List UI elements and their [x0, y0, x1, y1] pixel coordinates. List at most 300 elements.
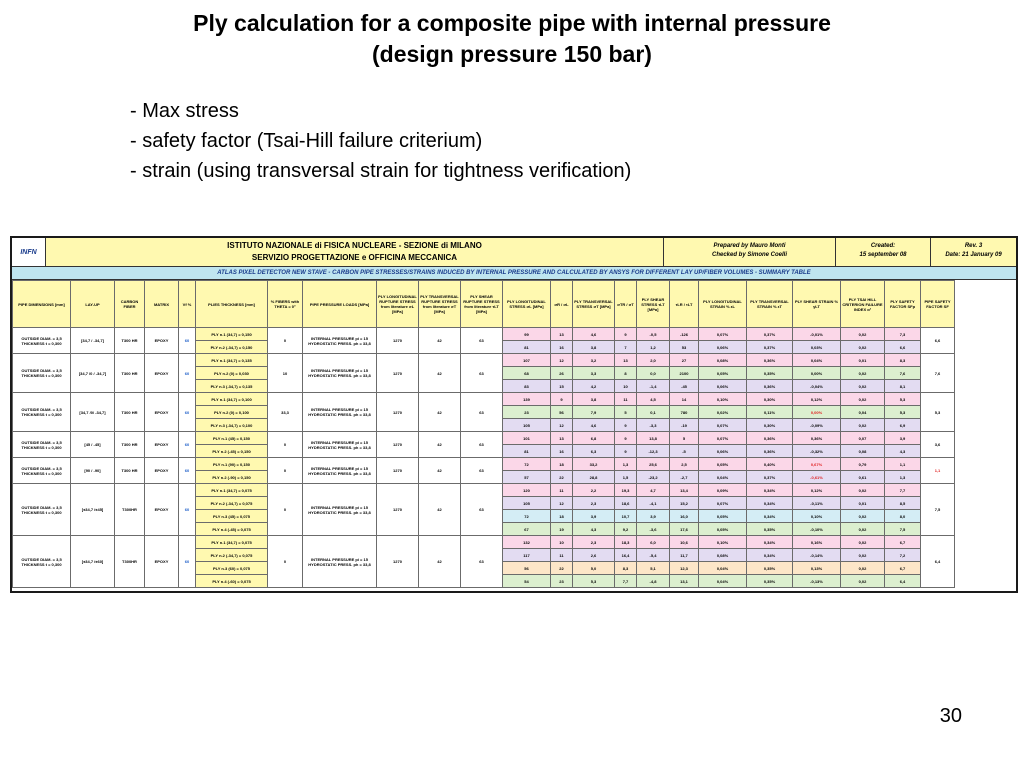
ratio-long-cell: 12 — [551, 497, 573, 510]
ratio-shear-cell: 15,2 — [670, 497, 699, 510]
trans-rupture-cell: 42 — [419, 432, 461, 458]
ratio-long-cell: 12 — [551, 419, 573, 432]
fibers-zero-pct-cell: 0 — [268, 458, 303, 484]
ply-thickness-cell: PLY n.2 (0) = 0,100 — [196, 406, 268, 419]
ratio-trans-cell: 10,7 — [615, 510, 637, 523]
long-stress-cell: 56 — [503, 562, 551, 575]
table-row — [13, 354, 955, 367]
tsai-hill-index-cell: 0,01 — [841, 497, 885, 510]
pipe-dimensions-cell: OUTSIDE DIAM. = 3,5 THICKNESS t = 0,300 — [13, 354, 71, 393]
trans-stress-cell: 2,2 — [573, 484, 615, 497]
ratio-long-cell: 11 — [551, 549, 573, 562]
fibers-zero-pct-cell: 0 — [268, 432, 303, 458]
shear-stress-cell: 0,1 — [637, 406, 670, 419]
long-strain-cell: 0,09% — [699, 484, 747, 497]
pipe-dimensions-cell: OUTSIDE DIAM. = 3,5 THICKNESS t = 0,300 — [13, 536, 71, 588]
pressure-loads-cell: INTERNAL PRESSURE pi = 15 HYDROSTATIC PRESS. ph = 33,8 — [303, 484, 377, 536]
ratio-shear-cell: 2,5 — [670, 458, 699, 471]
trans-strain-cell: 0,35% — [747, 575, 793, 588]
shear-strain-cell: 0,04% — [793, 354, 841, 367]
shear-strain-cell: 0,36% — [793, 432, 841, 445]
trans-stress-cell: 3,3 — [573, 367, 615, 380]
fiber-volume-cell: 60 — [179, 393, 196, 432]
table-row — [13, 484, 955, 497]
column-header: PLY SHEAR RUPTURE STRESS from literature τLT [MPa] — [461, 281, 503, 328]
trans-stress-cell: 2,6 — [573, 549, 615, 562]
tsai-hill-index-cell: 0,02 — [841, 484, 885, 497]
ratio-trans-cell: 9,2 — [615, 523, 637, 536]
ply-thickness-cell: PLY n.3 (60) = 0,075 — [196, 562, 268, 575]
summary-spreadsheet — [10, 236, 1018, 593]
pipe-safety-factor-cell: 1,1 — [921, 458, 955, 484]
long-stress-cell: 23 — [503, 406, 551, 419]
long-stress-cell: 81 — [503, 341, 551, 354]
trans-rupture-cell: 42 — [419, 484, 461, 536]
ratio-trans-cell: 9 — [615, 419, 637, 432]
shear-rupture-cell: 63 — [461, 354, 503, 393]
ratio-shear-cell: 10,6 — [670, 536, 699, 549]
trans-stress-cell: 6,3 — [573, 445, 615, 458]
pipe-safety-factor-cell: 6,6 — [921, 328, 955, 354]
table-row — [13, 393, 955, 406]
long-stress-cell: 120 — [503, 484, 551, 497]
trans-stress-cell: 2,3 — [573, 536, 615, 549]
ratio-shear-cell: 53 — [670, 341, 699, 354]
column-header: MATRIX — [145, 281, 179, 328]
column-header: PIPE DIMENSIONS [mm] — [13, 281, 71, 328]
ratio-shear-cell: 12,3 — [670, 562, 699, 575]
shear-stress-cell: 1,2 — [637, 341, 670, 354]
long-stress-cell: 81 — [503, 445, 551, 458]
column-header: σTR / σT — [615, 281, 637, 328]
shear-strain-cell: -0,04% — [793, 380, 841, 393]
trans-stress-cell: 3,2 — [573, 354, 615, 367]
shear-stress-cell: -3,3 — [637, 419, 670, 432]
pressure-loads-cell: INTERNAL PRESSURE pi = 15 HYDROSTATIC PRESS. ph = 33,8 — [303, 458, 377, 484]
trans-strain-cell: 0,30% — [747, 393, 793, 406]
trans-stress-cell: 3,8 — [573, 393, 615, 406]
slide-title — [0, 8, 1024, 70]
shear-stress-cell: -4,1 — [637, 497, 670, 510]
shear-rupture-cell: 63 — [461, 536, 503, 588]
shear-stress-cell: -5,4 — [637, 549, 670, 562]
long-stress-cell: 57 — [503, 471, 551, 484]
layup-cell: [45 / -45] — [71, 432, 115, 458]
trans-strain-cell: 0,37% — [747, 341, 793, 354]
tsai-hill-index-cell: 0,02 — [841, 575, 885, 588]
trans-stress-cell: 4,6 — [573, 419, 615, 432]
carbon-fiber-cell: T300 HR — [115, 432, 145, 458]
shear-stress-cell: -1,4 — [637, 380, 670, 393]
column-header: LAY-UP — [71, 281, 115, 328]
ratio-trans-cell: 5 — [615, 406, 637, 419]
ratio-trans-cell: 9 — [615, 432, 637, 445]
trans-strain-cell: 0,37% — [747, 471, 793, 484]
ply-safety-factor-cell: 1,1 — [885, 458, 921, 471]
ply-safety-factor-cell: 6,4 — [885, 575, 921, 588]
ply-thickness-cell: PLY n.4 (-60) = 0,075 — [196, 575, 268, 588]
table-row — [13, 432, 955, 445]
carbon-fiber-cell: T300HR — [115, 484, 145, 536]
shear-stress-cell: 4,5 — [637, 393, 670, 406]
ratio-long-cell: 11 — [551, 484, 573, 497]
infn-logo: INFN — [12, 238, 46, 266]
ratio-long-cell: 13 — [551, 328, 573, 341]
trans-rupture-cell: 42 — [419, 536, 461, 588]
shear-stress-cell: 13,8 — [637, 432, 670, 445]
ply-safety-factor-cell: 7,6 — [885, 367, 921, 380]
column-header: % FIBERS with THETA = 0° — [268, 281, 303, 328]
table-row — [13, 328, 955, 341]
shear-rupture-cell: 63 — [461, 458, 503, 484]
ply-safety-factor-cell: 7,3 — [885, 328, 921, 341]
prepared-by: Prepared by Mauro Monti — [713, 243, 786, 249]
ratio-long-cell: 19 — [551, 523, 573, 536]
pipe-safety-factor-cell: 3,6 — [921, 432, 955, 458]
long-stress-cell: 105 — [503, 419, 551, 432]
ply-thickness-cell: PLY n.1 (34,7) = 0,100 — [196, 393, 268, 406]
ply-safety-factor-cell: 8,1 — [885, 380, 921, 393]
fiber-volume-cell: 60 — [179, 328, 196, 354]
long-strain-cell: 0,05% — [699, 367, 747, 380]
ratio-long-cell: 13 — [551, 432, 573, 445]
trans-strain-cell: 0,36% — [747, 432, 793, 445]
trans-strain-cell: 0,36% — [747, 354, 793, 367]
ratio-shear-cell: 2100 — [670, 367, 699, 380]
page-number: 30 — [939, 705, 962, 727]
tsai-hill-index-cell: 0,02 — [841, 523, 885, 536]
ratio-long-cell: 12 — [551, 354, 573, 367]
pressure-loads-cell: INTERNAL PRESSURE pi = 15 HYDROSTATIC PRESS. ph = 33,8 — [303, 354, 377, 393]
layup-cell: [34,7 / -34,7] — [71, 328, 115, 354]
fiber-volume-cell: 60 — [179, 536, 196, 588]
shear-stress-cell: 2,0 — [637, 354, 670, 367]
trans-strain-cell: 0,36% — [747, 380, 793, 393]
trans-stress-cell: 5,3 — [573, 575, 615, 588]
trans-stress-cell: 4,2 — [573, 380, 615, 393]
shear-stress-cell: 0,0 — [637, 367, 670, 380]
pipe-dimensions-cell: OUTSIDE DIAM. = 3,5 THICKNESS t = 0,300 — [13, 484, 71, 536]
ratio-shear-cell: -2,7 — [670, 471, 699, 484]
shear-strain-cell: -0,01% — [793, 328, 841, 341]
shear-stress-cell: -12,3 — [637, 445, 670, 458]
column-header: PIPE SAFETY FACTOR SF — [921, 281, 955, 328]
ply-safety-factor-cell: 4,3 — [885, 445, 921, 458]
title-line-1: Ply calculation for a composite pipe with internal pressure — [193, 10, 831, 36]
ratio-shear-cell: 27 — [670, 354, 699, 367]
matrix-cell: EPOXY — [145, 432, 179, 458]
shear-strain-cell: 0,12% — [793, 484, 841, 497]
ratio-long-cell: 22 — [551, 471, 573, 484]
ratio-trans-cell: 1,5 — [615, 471, 637, 484]
tsai-hill-index-cell: 0,02 — [841, 393, 885, 406]
ratio-long-cell: 23 — [551, 575, 573, 588]
trans-strain-cell: 0,34% — [747, 549, 793, 562]
pipe-dimensions-cell: OUTSIDE DIAM. = 3,5 THICKNESS t = 0,300 — [13, 393, 71, 432]
ply-thickness-cell: PLY n.1 (34,7) = 0,150 — [196, 328, 268, 341]
ply-safety-factor-cell: 6,6 — [885, 341, 921, 354]
ply-thickness-cell: PLY n.2 (0) = 0,030 — [196, 367, 268, 380]
trans-stress-cell: 4,3 — [573, 523, 615, 536]
pipe-safety-factor-cell: 6,4 — [921, 536, 955, 588]
carbon-fiber-cell: T300 HR — [115, 354, 145, 393]
ratio-long-cell: 16 — [551, 341, 573, 354]
pressure-loads-cell: INTERNAL PRESSURE pi = 15 HYDROSTATIC PRESS. ph = 33,8 — [303, 432, 377, 458]
ratio-trans-cell: 8,3 — [615, 562, 637, 575]
column-header: PLIES THICKNESS [mm] — [196, 281, 268, 328]
bullet-list — [130, 96, 631, 186]
long-stress-cell: 72 — [503, 458, 551, 471]
ratio-trans-cell: 7 — [615, 341, 637, 354]
pipe-dimensions-cell: OUTSIDE DIAM. = 3,5 THICKNESS t = 0,300 — [13, 458, 71, 484]
tsai-hill-index-cell: 0,02 — [841, 562, 885, 575]
column-header: PLY TRANSVERSAL RUPTURE STRESS from literature σT [MPa] — [419, 281, 461, 328]
long-strain-cell: 0,04% — [699, 575, 747, 588]
tsai-hill-index-cell: 0,02 — [841, 380, 885, 393]
pipe-dimensions-cell: OUTSIDE DIAM. = 3,5 THICKNESS t = 0,300 — [13, 432, 71, 458]
column-header: σR / σL — [551, 281, 573, 328]
fibers-zero-pct-cell: 0 — [268, 328, 303, 354]
pipe-safety-factor-cell: 7,6 — [921, 354, 955, 393]
ply-thickness-cell: PLY n.4 (-45) = 0,075 — [196, 523, 268, 536]
fibers-zero-pct-cell: 0 — [268, 484, 303, 536]
tsai-hill-index-cell: 0,07 — [841, 432, 885, 445]
layup-cell: [90 / -90] — [71, 458, 115, 484]
ply-thickness-cell: PLY n.1 (34,7) = 0,135 — [196, 354, 268, 367]
trans-strain-cell: 0,34% — [747, 484, 793, 497]
trans-stress-cell: 28,8 — [573, 471, 615, 484]
trans-rupture-cell: 42 — [419, 393, 461, 432]
trans-stress-cell: 6,8 — [573, 432, 615, 445]
created-block — [836, 238, 931, 266]
ratio-trans-cell: 8 — [615, 367, 637, 380]
long-stress-cell: 117 — [503, 549, 551, 562]
trans-strain-cell: 0,36% — [747, 445, 793, 458]
long-stress-cell: 139 — [503, 393, 551, 406]
column-header: CARBON FIBER — [115, 281, 145, 328]
long-strain-cell: 0,05% — [699, 523, 747, 536]
ratio-long-cell: 22 — [551, 562, 573, 575]
pressure-loads-cell: INTERNAL PRESSURE pi = 15 HYDROSTATIC PRESS. ph = 33,8 — [303, 328, 377, 354]
tsai-hill-index-cell: 0,02 — [841, 328, 885, 341]
table-row — [13, 536, 955, 549]
tsai-hill-index-cell: 0,01 — [841, 354, 885, 367]
long-strain-cell: 0,02% — [699, 406, 747, 419]
ply-thickness-cell: PLY n.3 (45) = 0,075 — [196, 510, 268, 523]
ratio-shear-cell: -126 — [670, 328, 699, 341]
ply-safety-factor-cell: 6,9 — [885, 419, 921, 432]
created-label: Created: — [870, 243, 896, 249]
trans-strain-cell: 0,35% — [747, 523, 793, 536]
revision-date: Date: 21 January 09 — [945, 252, 1002, 258]
ratio-long-cell: 18 — [551, 510, 573, 523]
ratio-trans-cell: 1,3 — [615, 458, 637, 471]
ply-thickness-cell: PLY n.2 (-90) = 0,150 — [196, 471, 268, 484]
trans-stress-cell: 2,3 — [573, 497, 615, 510]
long-stress-cell: 99 — [503, 328, 551, 341]
ply-safety-factor-cell: 3,9 — [885, 432, 921, 445]
tsai-hill-index-cell: 0,02 — [841, 510, 885, 523]
column-header: PLY TRANSVERSAL STRAIN % εT — [747, 281, 793, 328]
ratio-shear-cell: -5 — [670, 445, 699, 458]
trans-rupture-cell: 42 — [419, 328, 461, 354]
ply-safety-factor-cell: 6,7 — [885, 562, 921, 575]
pipe-dimensions-cell: OUTSIDE DIAM. = 3,5 THICKNESS t = 0,300 — [13, 328, 71, 354]
bullet-item: - Max stress — [130, 100, 239, 122]
column-header: τLR / τLT — [670, 281, 699, 328]
long-stress-cell: 72 — [503, 510, 551, 523]
long-rupture-cell: 1270 — [377, 432, 419, 458]
tsai-hill-index-cell: 0,02 — [841, 367, 885, 380]
trans-strain-cell: 0,34% — [747, 497, 793, 510]
ratio-shear-cell: 11,7 — [670, 549, 699, 562]
carbon-fiber-cell: T300 HR — [115, 328, 145, 354]
long-stress-cell: 132 — [503, 536, 551, 549]
column-header: PLY LONGITUDINAL RUPTURE STRESS from literature σL [MPa] — [377, 281, 419, 328]
results-table — [12, 280, 955, 588]
tsai-hill-index-cell: 0,61 — [841, 471, 885, 484]
long-rupture-cell: 1270 — [377, 484, 419, 536]
fibers-zero-pct-cell: 0 — [268, 536, 303, 588]
shear-stress-cell: 3,9 — [637, 510, 670, 523]
ply-safety-factor-cell: 1,3 — [885, 471, 921, 484]
long-strain-cell: 0,07% — [699, 432, 747, 445]
tsai-hill-index-cell: 0,02 — [841, 549, 885, 562]
layup-cell: [34,7 /0 / -34,7] — [71, 354, 115, 393]
ratio-long-cell: 26 — [551, 367, 573, 380]
revision-label: Rev. 3 — [964, 243, 983, 249]
ply-safety-factor-cell: 8,0 — [885, 510, 921, 523]
shear-strain-cell: -0,14% — [793, 549, 841, 562]
long-rupture-cell: 1270 — [377, 328, 419, 354]
trans-rupture-cell: 42 — [419, 458, 461, 484]
ratio-long-cell: 15 — [551, 380, 573, 393]
trans-strain-cell: 0,35% — [747, 562, 793, 575]
fiber-volume-cell: 60 — [179, 484, 196, 536]
pipe-safety-factor-cell: 7,5 — [921, 484, 955, 536]
trans-strain-cell: 0,11% — [747, 406, 793, 419]
trans-stress-cell: 3,8 — [573, 341, 615, 354]
title-line-2: (design pressure 150 bar) — [372, 41, 652, 67]
long-strain-cell: 0,05% — [699, 458, 747, 471]
ply-thickness-cell: PLY n.3 (-34,7) = 0,135 — [196, 380, 268, 393]
table-row — [13, 458, 955, 471]
shear-strain-cell: 0,12% — [793, 393, 841, 406]
ratio-trans-cell: 18,3 — [615, 536, 637, 549]
long-strain-cell: 0,04% — [699, 562, 747, 575]
shear-stress-cell: -23,2 — [637, 471, 670, 484]
institute-name: ISTITUTO NAZIONALE di FISICA NUCLEARE - SEZIONE di MILANO — [227, 241, 482, 250]
shear-stress-cell: 6,0 — [637, 536, 670, 549]
ply-thickness-cell: PLY n.2 (-34,7) = 0,150 — [196, 341, 268, 354]
ply-thickness-cell: PLY n.2 (-34,7) = 0,075 — [196, 549, 268, 562]
tsai-hill-index-cell: 0,04 — [841, 406, 885, 419]
ratio-shear-cell: 14 — [670, 393, 699, 406]
shear-strain-cell: 0,13% — [793, 562, 841, 575]
long-strain-cell: 0,07% — [699, 497, 747, 510]
long-stress-cell: 67 — [503, 523, 551, 536]
ply-safety-factor-cell: 8,5 — [885, 497, 921, 510]
matrix-cell: EPOXY — [145, 354, 179, 393]
matrix-cell: EPOXY — [145, 484, 179, 536]
summary-banner: ATLAS PIXEL DETECTOR NEW STAVE - CARBON PIPE STRESSES/STRAINS INDUCED BY INTERNAL PRESSURE AND CALCULATED BY ANSYS FOR DIFFERENT LAY UP/FIBER VOLUMES - SUMMARY TABLE — [12, 266, 1016, 280]
long-stress-cell: 105 — [503, 497, 551, 510]
long-stress-cell: 83 — [503, 380, 551, 393]
ply-thickness-cell: PLY n.2 (-34,7) = 0,075 — [196, 497, 268, 510]
tsai-hill-index-cell: 0,02 — [841, 419, 885, 432]
ratio-long-cell: 9 — [551, 393, 573, 406]
ratio-trans-cell: 19,3 — [615, 484, 637, 497]
shear-rupture-cell: 63 — [461, 328, 503, 354]
shear-strain-cell: -0,13% — [793, 575, 841, 588]
checked-by: Checked by Simone Coelli — [711, 252, 788, 258]
long-strain-cell: 0,10% — [699, 393, 747, 406]
shear-strain-cell: 0,16% — [793, 536, 841, 549]
header-row — [13, 281, 955, 328]
bullet-item: - strain (using transversal strain for tightness verification) — [130, 160, 632, 182]
revision-block — [931, 238, 1016, 266]
ply-thickness-cell: PLY n.2 (-45) = 0,150 — [196, 445, 268, 458]
column-header: PLY TSAI HILL CRITERION FAILURE INDEX α² — [841, 281, 885, 328]
institute-block — [46, 238, 664, 266]
ratio-trans-cell: 11 — [615, 393, 637, 406]
matrix-cell: EPOXY — [145, 328, 179, 354]
layup-cell: [34,7 /0/ -34,7] — [71, 393, 115, 432]
column-header: PLY LONGITUDINAL STRAIN % εL — [699, 281, 747, 328]
shear-strain-cell: -0,09% — [793, 419, 841, 432]
pressure-loads-cell: INTERNAL PRESSURE pi = 15 HYDROSTATIC PRESS. ph = 33,8 — [303, 536, 377, 588]
pipe-safety-factor-cell: 5,3 — [921, 393, 955, 432]
ratio-long-cell: 10 — [551, 536, 573, 549]
trans-strain-cell: 0,34% — [747, 536, 793, 549]
trans-strain-cell: 0,35% — [747, 367, 793, 380]
layup-cell: [±34,7 /±60] — [71, 536, 115, 588]
ratio-shear-cell: 780 — [670, 406, 699, 419]
long-strain-cell: 0,06% — [699, 445, 747, 458]
trans-strain-cell: 0,34% — [747, 510, 793, 523]
ply-safety-factor-cell: 5,3 — [885, 393, 921, 406]
column-header: Vf % — [179, 281, 196, 328]
long-strain-cell: 0,08% — [699, 354, 747, 367]
layup-cell: [±34,7 /±45] — [71, 484, 115, 536]
long-rupture-cell: 1270 — [377, 458, 419, 484]
tsai-hill-index-cell: 0,02 — [841, 536, 885, 549]
ratio-shear-cell: -19 — [670, 419, 699, 432]
column-header: PLY SHEAR STRAIN % γLT — [793, 281, 841, 328]
shear-rupture-cell: 63 — [461, 393, 503, 432]
long-rupture-cell: 1270 — [377, 536, 419, 588]
shear-strain-cell: -0,32% — [793, 445, 841, 458]
created-date: 15 september 08 — [859, 252, 907, 258]
ratio-trans-cell: 7,7 — [615, 575, 637, 588]
tsai-hill-index-cell: 0,02 — [841, 341, 885, 354]
long-stress-cell: 101 — [503, 432, 551, 445]
long-strain-cell: 0,07% — [699, 328, 747, 341]
trans-stress-cell: 5,0 — [573, 562, 615, 575]
trans-rupture-cell: 42 — [419, 354, 461, 393]
trans-stress-cell: 4,6 — [573, 328, 615, 341]
shear-strain-cell: 0,03% — [793, 341, 841, 354]
column-header: PLY SHEAR STRESS τLT [MPa] — [637, 281, 670, 328]
fibers-zero-pct-cell: 10 — [268, 354, 303, 393]
ply-safety-factor-cell: 6,7 — [885, 536, 921, 549]
ratio-shear-cell: 13,1 — [670, 575, 699, 588]
trans-strain-cell: 0,37% — [747, 328, 793, 341]
ratio-long-cell: 16 — [551, 445, 573, 458]
long-strain-cell: 0,06% — [699, 341, 747, 354]
ratio-trans-cell: 16,4 — [615, 549, 637, 562]
ratio-shear-cell: 5 — [670, 432, 699, 445]
